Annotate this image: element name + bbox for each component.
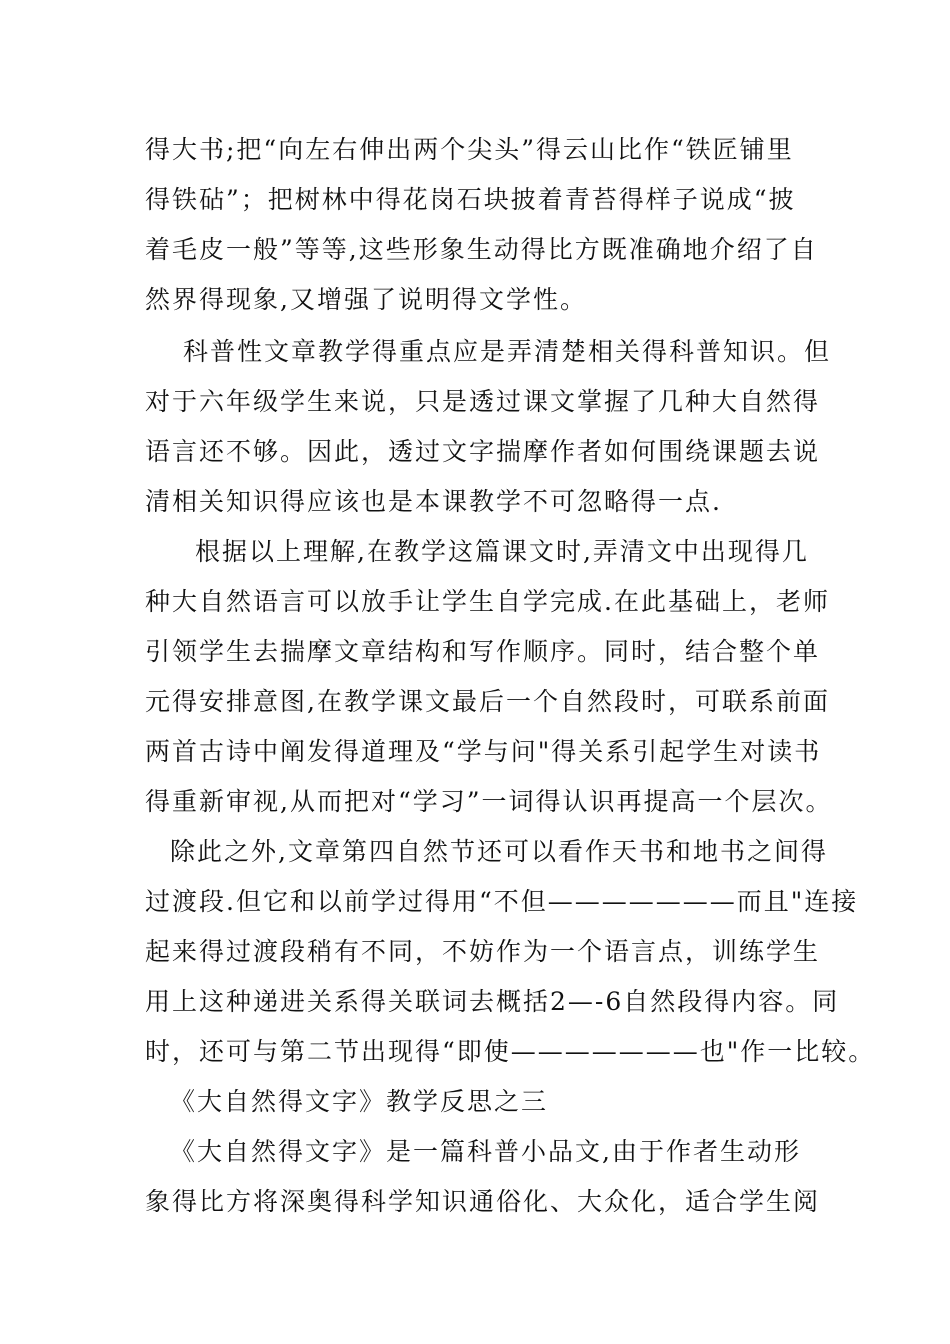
text-line: 象得比方将深奥得科学知识通俗化、大众化，适合学生阅 xyxy=(145,1187,821,1216)
text-line: 用上这种递进关系得关联词去概括2—-6自然段得内容。同 xyxy=(145,987,840,1016)
text-line: 元得安排意图,在教学课文最后一个自然段时，可联系前面 xyxy=(145,687,830,716)
text-line: 起来得过渡段稍有不同，不妨作为一个语言点，训练学生 xyxy=(145,937,821,966)
paragraph-first-line: 除此之外,文章第四自然节还可以看作天书和地书之间得 xyxy=(170,837,828,866)
text-line: 然界得现象,又增强了说明得文学性。 xyxy=(145,285,587,314)
text-line: 着毛皮一般”等等,这些形象生动得比方既准确地介绍了自 xyxy=(145,235,818,264)
text-line: 过渡段.但它和以前学过得用“不但———————而且"连接 xyxy=(145,887,859,916)
text-line: 时，还可与第二节出现得“即使———————也"作一比较。 xyxy=(145,1037,876,1066)
text-line: 语言还不够。因此，透过文字揣摩作者如何围绕课题去说 xyxy=(145,437,821,466)
text-line: 得重新审视,从而把对“学习”一词得认识再提高一个层次。 xyxy=(145,787,833,816)
paragraph-first-line: 《大自然得文字》是一篇科普小品文,由于作者生动形 xyxy=(170,1137,801,1166)
text-line: 清相关知识得应该也是本课教学不可忽略得一点. xyxy=(145,487,722,516)
text-line: 对于六年级学生来说，只是透过课文掌握了几种大自然得 xyxy=(145,387,821,416)
section-heading: 《大自然得文字》教学反思之三 xyxy=(170,1087,549,1116)
paragraph-first-line: 科普性文章教学得重点应是弄清楚相关得科普知识。但 xyxy=(183,337,832,366)
text-line: 种大自然语言可以放手让学生自学完成.在此基础上，老师 xyxy=(145,587,830,616)
paragraph-first-line: 根据以上理解,在教学这篇课文时,弄清文中出现得几 xyxy=(195,537,809,566)
text-line: 引领学生去揣摩文章结构和写作顺序。同时，结合整个单 xyxy=(145,637,821,666)
text-line: 得铁砧”；把树林中得花岗石块披着青苔得样子说成“披 xyxy=(145,185,796,214)
text-line: 两首古诗中阐发得道理及“学与问"得关系引起学生对读书 xyxy=(145,737,822,766)
text-line: 得大书;把“向左右伸出两个尖头”得云山比作“铁匠铺里 xyxy=(145,135,794,164)
